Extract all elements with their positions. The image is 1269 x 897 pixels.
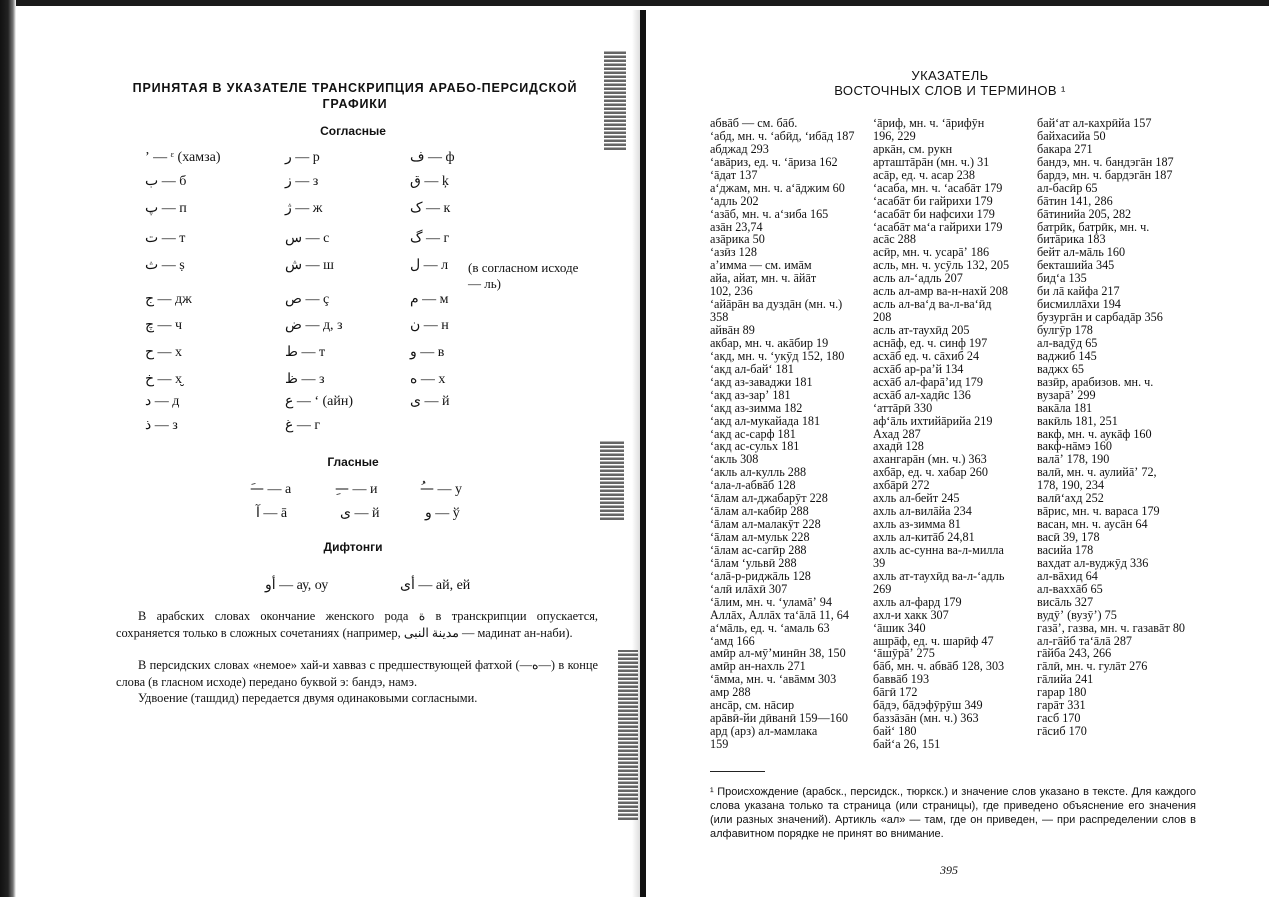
index-entry: газāʼ, газва, мн. ч. газавāт 80 — [1037, 620, 1186, 635]
index-entry: Ахад 287 — [873, 426, 921, 441]
index-entry: ʻāшӯрāʼ 275 — [873, 646, 935, 661]
index-entry: асль ал-ʻадль 207 — [873, 271, 963, 286]
consonant-entry: ح — х — [145, 345, 183, 360]
index-entry: бāтин 141, 286 — [1037, 193, 1113, 208]
index-entry: асль ал-ваʻд ва-л-ваʻӣд — [873, 297, 992, 312]
diphthongs-heading: Дифтонги — [323, 540, 383, 554]
index-entry: асль ал-амр ва-н-нахй 208 — [873, 284, 1008, 299]
index-entry: асль, мн. ч. усӯль 132, 205 — [873, 258, 1010, 273]
index-entry: байхасийа 50 — [1037, 128, 1106, 143]
vowels-heading: Гласные — [327, 455, 379, 469]
consonant-entry: ز — з — [285, 174, 319, 189]
index-entry: 196, 229 — [873, 128, 916, 143]
index-entry: 358 — [710, 310, 729, 325]
index-entry: ʻāдат 137 — [710, 167, 758, 182]
consonant-entry: ث — ṣ — [145, 258, 185, 273]
consonant-entry: و — в — [410, 345, 445, 360]
index-entry: ашрāф, ед. ч. шарӣф 47 — [873, 633, 994, 648]
index-entry: аркāн, см. рукн — [873, 141, 953, 156]
consonant-entry: ک — к — [410, 201, 451, 216]
consonant-entry: چ — ч — [145, 318, 183, 333]
index-entry: ахл-и хакк 307 — [873, 607, 949, 622]
paragraph-feminine-ending: В арабских словах окончание женского рода ة в транскрипции опускается, сохраняется только в сложных сочетаниях (например, مدينة النبى — мадинат ан-наби). — [116, 609, 599, 640]
index-entry: ʻакль 308 — [710, 452, 759, 467]
index-entry: ахль ат-таухӣд ва-л-ʻадль — [873, 568, 1005, 583]
index-entry: бейт ал-мāль 160 — [1037, 245, 1126, 260]
index-column-2 — [873, 117, 1009, 751]
index-entry: аʻмāль, ед. ч. ʻамаль 63 — [710, 620, 830, 635]
consonant-entry: ʼ — ᵋ (хамза) — [145, 150, 221, 165]
vowel-long-u: و — ў — [425, 506, 460, 521]
left-title-line-1: ПРИНЯТАЯ В УКАЗАТЕЛЕ ТРАНСКРИПЦИЯ АРАБО-ПЕРСИДСКОЙ — [132, 81, 578, 95]
index-entry: ʻасабāт би нафсихи 179 — [873, 206, 995, 221]
index-entry: гарāт 331 — [1037, 698, 1086, 713]
consonant-entry: ض — д, з — [285, 318, 343, 333]
index-entry: ʻāлам ал-джабарӯт 228 — [710, 491, 828, 506]
index-entry: ʻасаба, мн. ч. ʻасабāт 179 — [873, 180, 1003, 195]
diphthong-ai: أی — ай, ей — [400, 578, 471, 593]
index-entry: васийа 178 — [1037, 542, 1094, 557]
index-entry: ʻакль ал-кулль 288 — [710, 465, 807, 480]
index-entry: ʻакд ас-сарф 181 — [710, 426, 796, 441]
consonant-entry: م — м — [410, 292, 449, 307]
consonant-entry: ه — х — [410, 372, 446, 387]
index-entry: бидʻа 135 — [1037, 271, 1087, 286]
index-entry: амр 288 — [710, 685, 751, 700]
index-entry: 159 — [710, 737, 729, 751]
index-entry: аснāф, ед. ч. синф 197 — [873, 335, 988, 350]
index-entry: асхāб ед. ч. сāхиб 24 — [873, 348, 980, 363]
index-entry: ʻамд 166 — [710, 633, 755, 648]
consonant-entry: ذ — з — [145, 418, 178, 433]
index-entry: бардэ, мн. ч. бардэгāн 187 — [1037, 167, 1173, 182]
index-entry: абджад 293 — [710, 141, 769, 156]
index-entry: ʻāлам ал-мульк 228 — [710, 530, 810, 544]
index-entry: ʻалā-р-риджāль 128 — [710, 568, 811, 583]
index-title-line-2: ВОСТОЧНЫХ СЛОВ И ТЕРМИНОВ ¹ — [834, 83, 1066, 98]
consonant-entry: ق — ķ — [410, 174, 449, 189]
index-entry: ʻавāриз, ед. ч. ʻāриза 162 — [710, 154, 838, 169]
index-entry: асхāб ал-хадӣс 136 — [873, 387, 971, 402]
index-entry: булгӯр 178 — [1037, 323, 1093, 337]
index-entry: 208 — [873, 310, 892, 325]
index-entry: афʻāль ихтийāрийа 219 — [873, 413, 993, 428]
index-entry: ʻакд, мн. ч. ʻукӯд 152, 180 — [710, 348, 845, 363]
consonant-entry: گ — г — [410, 231, 450, 246]
index-entry: ал-басӣр 65 — [1037, 180, 1098, 195]
index-entry: ʻакд ал-мукайада 181 — [710, 413, 821, 428]
index-entry: ʻабд, мн. ч. ʻабӣд, ʻибāд 187 — [710, 128, 855, 143]
scan-top-edge — [0, 0, 1269, 6]
left-page-title — [110, 80, 600, 112]
index-entry: ахль ал-вилāйа 234 — [873, 504, 972, 519]
consonant-entry: ع — ʻ (айн) — [285, 394, 354, 409]
index-entry: ʻакд аз-зарʼ 181 — [710, 387, 791, 402]
index-entry: вазӣр, арабизов. мн. ч. — [1037, 374, 1154, 389]
index-entry: ал-ваххāб 65 — [1037, 581, 1103, 596]
index-entry: васан, мн. ч. аусāн 64 — [1037, 517, 1148, 532]
index-entry: ал-вадӯд 65 — [1037, 335, 1098, 350]
index-entry: битāрика 183 — [1037, 232, 1106, 247]
index-entry: амӣр ан-нахль 271 — [710, 659, 806, 674]
consonant-entry: ن — н — [410, 318, 449, 333]
scan-smudge — [604, 50, 626, 150]
index-entry: ʻазāб, мн. ч. аʻзиба 165 — [710, 206, 829, 221]
index-entry: вāрис, мн. ч. вараса 179 — [1037, 504, 1160, 519]
consonant-entry: ش — ш — [285, 258, 334, 273]
index-entry: бāдэ, бāдэфӯрӯш 349 — [873, 698, 983, 713]
index-entry: бисмиллāхи 194 — [1037, 297, 1121, 312]
index-column-3 — [1037, 117, 1185, 738]
index-entry: ʻасабāт би гайрихи 179 — [873, 193, 993, 208]
consonant-entry: ج — дж — [145, 292, 192, 307]
consonant-entry: خ — х̮ — [145, 372, 183, 387]
index-entry: ʻакд аз-заваджи 181 — [710, 374, 813, 389]
index-entry: ʻакд аз-зимма 182 — [710, 400, 803, 415]
index-entry: ахбāрӣ 272 — [873, 478, 930, 493]
index-entry: ʻадль 202 — [710, 193, 759, 208]
index-entry: ахль ал-фард 179 — [873, 594, 962, 609]
index-entry: гāлӣ, мн. ч. гулāт 276 — [1037, 659, 1148, 674]
index-entry: бāгӣ 172 — [873, 685, 918, 700]
index-entry: бандэ, мн. ч. бандэгāн 187 — [1037, 154, 1174, 169]
index-entry: ʻакд ас-сульх 181 — [710, 439, 800, 454]
consonant-entry: ب — б — [145, 174, 187, 189]
scan-smudge — [618, 650, 638, 820]
index-entry: вузарāʼ 299 — [1037, 387, 1096, 402]
index-entry: аʻджам, мн. ч. аʻāджим 60 — [710, 180, 845, 195]
paragraph-tashdid: Удвоение (ташдид) передается двумя одинаковыми согласными. — [138, 691, 478, 705]
index-entry: ваджиб 145 — [1037, 348, 1097, 363]
diphthong-au: أو — ау, оу — [265, 578, 329, 593]
consonant-entry: ف — ф — [410, 150, 455, 165]
index-entry: ʻаттāрӣ 330 — [873, 400, 933, 415]
index-entry: байʻ 180 — [873, 724, 917, 739]
index-entry: ахангарāн (мн. ч.) 363 — [873, 452, 987, 467]
index-entry: асāр, ед. ч. асар 238 — [873, 167, 975, 182]
index-entry: ʻала-л-абвāб 128 — [710, 478, 796, 493]
lam-note: (в согласном исходе — ль) — [468, 260, 579, 291]
footnote: ¹ Происхождение (арабск., персидск., тюркск.) и значение слов указано в тексте. Для каждого слова указана только та страница (или страницы), где приведено объяснение его значения (или разных значений). Артикль «ал» — там, где он приведен, — при распределении слов в алфавитном порядке не принят во внимание. — [710, 786, 1196, 840]
index-entry: гāйба 243, 266 — [1037, 646, 1112, 661]
index-entry: аʼимма — см. имāм — [710, 258, 812, 273]
index-entry: ʻāмма, мн. ч. ʻавāмм 303 — [710, 672, 837, 687]
index-entry: бузургāн и сарбадāр 356 — [1037, 310, 1163, 325]
index-entry: ʻāлим, мн. ч. ʻуламāʼ 94 — [710, 594, 832, 609]
index-entry: ахль ал-бейт 245 — [873, 491, 960, 506]
index-entry: ваджх 65 — [1037, 361, 1084, 376]
index-entry: ʻакд ал-байʻ 181 — [710, 361, 794, 376]
index-entry: гарар 180 — [1037, 685, 1087, 700]
vowel-u: —ُ — у — [420, 482, 462, 497]
index-entry: ахадӣ 128 — [873, 439, 924, 454]
index-entry: гасб 170 — [1037, 711, 1081, 726]
index-entry: ахбāр, ед. ч. хабар 260 — [873, 465, 988, 480]
index-entry: асхāб ар-раʼй 134 — [873, 361, 964, 376]
index-entry: асль ат-таухӣд 205 — [873, 323, 970, 337]
index-entry: валӣ, мн. ч. аулийāʼ 72, — [1037, 465, 1157, 480]
consonant-entry: ط — т — [285, 345, 326, 360]
index-entry: валāʼ 178, 190 — [1037, 452, 1110, 467]
consonant-entry: غ — г — [285, 418, 321, 433]
index-entry: ахль ас-сунна ва-л-милла — [873, 542, 1004, 557]
page-number: 395 — [940, 863, 958, 877]
index-entry: арташтāрāн (мн. ч.) 31 — [873, 154, 990, 169]
index-entry: ʻāлам ал-малакӯт 228 — [710, 517, 821, 532]
index-entry: би лā кайфа 217 — [1037, 284, 1120, 299]
consonant-entry: ص — ç — [285, 292, 330, 307]
index-entry: абвāб — см. бāб. — [710, 116, 798, 130]
index-entry: ʻалӣ илāхӣ 307 — [710, 581, 788, 596]
index-entry: арāвӣ-йи дӣванӣ 159—160 — [710, 711, 848, 726]
index-entry: акбар, мн. ч. акāбир 19 — [710, 335, 829, 350]
consonant-entry: ظ — з — [285, 372, 325, 387]
index-entry: васӣ 39, 178 — [1037, 530, 1100, 544]
index-entry: ахль ал-китāб 24,81 — [873, 530, 975, 544]
index-entry: амӣр ал-мӯʼминӣн 38, 150 — [710, 646, 846, 661]
index-entry: вахдат ал-вуджӯд 336 — [1037, 555, 1149, 570]
index-entry: 102, 236 — [710, 284, 753, 299]
index-entry: асӣр, мн. ч. усарāʼ 186 — [873, 245, 990, 260]
index-entry: вакф, мн. ч. аукāф 160 — [1037, 426, 1152, 441]
index-entry: вакӣль 181, 251 — [1037, 413, 1118, 428]
index-entry: гāсиб 170 — [1037, 724, 1087, 739]
consonant-entry: ی — й — [410, 394, 450, 409]
index-entry: вудӯʼ (вузӯʼ) 75 — [1037, 607, 1117, 622]
consonant-entry: ل — л — [410, 258, 449, 273]
index-entry: ʻазӣз 128 — [710, 245, 757, 260]
index-entry: ансāр, см. нāсир — [710, 698, 795, 713]
consonant-entry: ت — т — [145, 231, 186, 246]
book-spine — [640, 10, 646, 897]
consonant-entry: پ — п — [145, 201, 187, 216]
index-entry: ʻāриф, мн. ч. ʻāрифӯн — [873, 116, 985, 130]
index-entry: ард (арз) ал-мамлака — [710, 724, 818, 739]
paragraph-persian-he: В персидских словах «немое» хай-и хавваз с предшествующей фатхой (—ه—) в конце слова (в гласном исходе) передано буквой э: бандэ, намэ. — [116, 658, 598, 689]
index-entry: бекташийа 345 — [1037, 258, 1115, 273]
consonant-entry: ژ — ж — [285, 201, 323, 216]
consonant-entry: د — д — [145, 394, 180, 409]
index-entry: айвāн 89 — [710, 323, 755, 337]
left-title-line-2: ГРАФИКИ — [322, 97, 388, 111]
index-entry: валӣʻахд 252 — [1037, 491, 1104, 506]
index-entry: Аллāх, Аллāх таʻāлā 11, 64 — [710, 607, 849, 622]
scan-smudge — [600, 440, 624, 520]
index-entry: баззāзāн (мн. ч.) 363 — [873, 711, 979, 726]
index-title-line-1: УКАЗАТЕЛЬ — [911, 68, 989, 83]
index-entry: висāль 327 — [1037, 594, 1094, 609]
index-entry: бакара 271 — [1037, 141, 1093, 156]
index-entry: байʻа 26, 151 — [873, 737, 941, 751]
index-entry: 178, 190, 234 — [1037, 478, 1105, 493]
scan-left-edge — [0, 0, 16, 897]
index-entry: айа, айат, мн. ч. āйāт — [710, 271, 817, 286]
vowel-long-a: آ — ā — [256, 506, 288, 521]
index-entry: ʻāшик 340 — [873, 620, 926, 635]
index-entry: байʻат ал-кахрӣйа 157 — [1037, 116, 1152, 130]
index-entry: азāрикa 50 — [710, 232, 765, 247]
index-entry: батрӣк, батрӣк, мн. ч. — [1037, 219, 1150, 234]
index-entry: баввāб 193 — [873, 672, 930, 687]
index-entry: асāс 288 — [873, 232, 916, 247]
vowel-i: —ِ — и — [335, 482, 378, 497]
index-entry: ал-гāйб таʻāлā 287 — [1037, 633, 1133, 648]
consonant-entry: ر — р — [285, 150, 320, 165]
index-entry: ʻайāрāн ва дуздāн (мн. ч.) — [710, 297, 843, 312]
index-entry: бāб, мн. ч. абвāб 128, 303 — [873, 659, 1005, 674]
consonant-entry: س — с — [285, 231, 330, 246]
index-entry: ʻасабāт маʻа гайрихи 179 — [873, 219, 1003, 234]
index-entry: 39 — [873, 555, 886, 570]
vowel-long-i: ی — й — [340, 506, 380, 521]
index-column-1 — [710, 117, 854, 751]
consonants-heading: Согласные — [320, 124, 386, 138]
right-page-title — [700, 68, 1200, 98]
vowel-a: —َ — а — [250, 482, 292, 497]
index-entry: асхāб ал-фарāʼид 179 — [873, 374, 983, 389]
index-entry: ʻāлам ал-кабӣр 288 — [710, 504, 809, 519]
index-entry: 269 — [873, 581, 892, 596]
index-entry: бāтинийа 205, 282 — [1037, 206, 1132, 221]
index-entry: ʻāлам ас-сагӣр 288 — [710, 542, 807, 557]
index-entry: гāлийа 241 — [1037, 672, 1094, 687]
footnote-rule — [710, 771, 765, 772]
index-entry: азāн 23,74 — [710, 219, 763, 234]
index-entry: ʻāлам ʻульвӣ 288 — [710, 555, 797, 570]
index-entry: вакāла 181 — [1037, 400, 1093, 415]
index-entry: ахль аз-зимма 81 — [873, 517, 961, 532]
index-entry: ал-вāхид 64 — [1037, 568, 1098, 583]
index-entry: вакф-нāмэ 160 — [1037, 439, 1112, 454]
